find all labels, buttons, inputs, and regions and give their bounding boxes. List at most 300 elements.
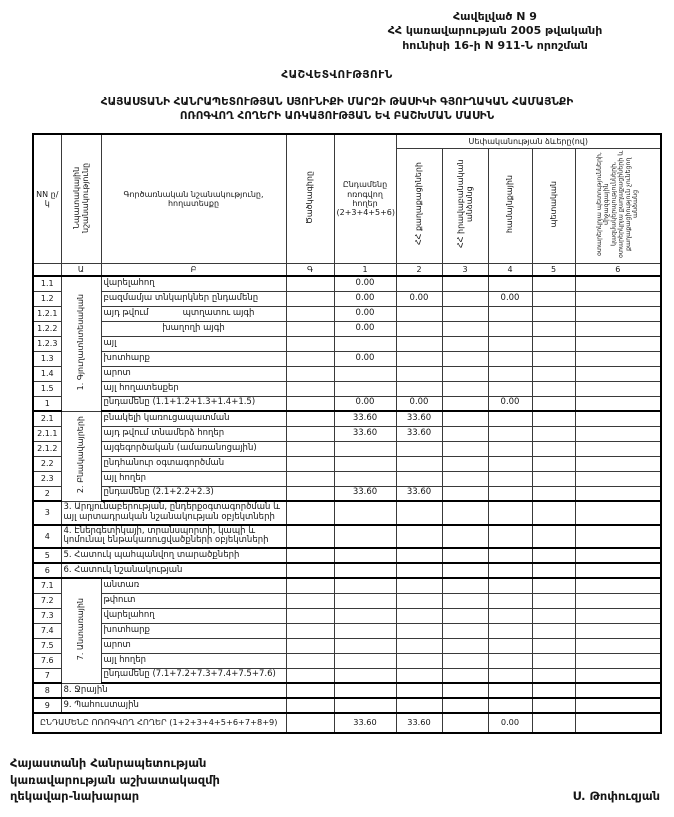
col-header-code — [286, 134, 334, 263]
value-cell — [532, 501, 575, 525]
table-row — [33, 698, 661, 713]
value-cell: 33.60 — [334, 426, 396, 441]
table-row — [33, 638, 661, 653]
value-cell: 0.00 — [334, 396, 396, 411]
value-cell — [334, 638, 396, 653]
grand-total-label: ԸՆԴԱՄԵՆԸ ՈՌՈԳՎՈՂ ՀՈՂԵՐ (1+2+3+4+5+6+7+8+9) — [33, 713, 286, 733]
value-cell — [396, 306, 442, 321]
value-cell — [532, 471, 575, 486]
column-index-cell: Բ — [101, 263, 286, 276]
value-cell — [442, 683, 488, 698]
value-cell — [575, 525, 661, 549]
value-cell — [442, 471, 488, 486]
value-cell — [575, 276, 661, 291]
row-label: 4. Էներգետիկայի, տրանսպորտի, կապի և կոմունալ ենթակառուցվածքների օբյեկտների — [61, 525, 286, 549]
value-cell — [532, 638, 575, 653]
row-number: 1.3 — [33, 351, 61, 366]
own-foreign-text: օտարերկրյա պետությունների, միջազգային կազմակերպությունների, օտարերկրյա քաղաքացիների և քաղաքացիություն չունեցող անձանց — [596, 150, 640, 258]
value-cell — [575, 578, 661, 593]
code-cell — [286, 713, 334, 733]
row-label: բազմամյա տնկարկներ ընդամենը — [101, 291, 286, 306]
footer-line-2: կառավարության աշխատակազմի — [10, 772, 220, 787]
value-cell — [334, 623, 396, 638]
value-cell — [488, 366, 532, 381]
table-row — [33, 668, 661, 683]
value-cell — [532, 381, 575, 396]
code-cell — [286, 351, 334, 366]
value-cell — [396, 578, 442, 593]
section-label-text: 2. Բնակավայրերի — [76, 415, 86, 493]
value-cell — [575, 471, 661, 486]
code-cell — [286, 396, 334, 411]
value-cell — [532, 683, 575, 698]
row-label: խաղողի այգի — [101, 321, 286, 336]
value-cell — [442, 411, 488, 426]
section-label — [61, 411, 101, 501]
table-row — [33, 441, 661, 456]
row-label: այլ հողատեսքեր — [101, 381, 286, 396]
value-cell — [442, 501, 488, 525]
value-cell — [532, 426, 575, 441]
value-cell — [532, 653, 575, 668]
column-index-cell: 4 — [488, 263, 532, 276]
row-number: 2.1.2 — [33, 441, 61, 456]
code-cell — [286, 366, 334, 381]
row-label: այդ թվում տնամերձ հողեր — [101, 426, 286, 441]
grand-total-value — [532, 713, 575, 733]
col-header-own-community — [488, 148, 532, 263]
value-cell: 0.00 — [334, 291, 396, 306]
value-cell — [396, 501, 442, 525]
value-cell — [334, 501, 396, 525]
table-row — [33, 563, 661, 578]
grand-total-value: 0.00 — [488, 713, 532, 733]
value-cell — [334, 336, 396, 351]
row-number: 7.3 — [33, 608, 61, 623]
code-cell — [286, 486, 334, 501]
footer-line-1: Հայաստանի Հանրապետության — [10, 755, 207, 770]
col-header-own-foreign — [575, 148, 661, 263]
value-cell: 0.00 — [334, 351, 396, 366]
col-header-own-state — [532, 148, 575, 263]
value-cell — [575, 698, 661, 713]
value-cell — [488, 411, 532, 426]
table-row — [33, 486, 661, 501]
report-subtitle — [0, 95, 674, 123]
row-number: 7 — [33, 668, 61, 683]
value-cell — [488, 441, 532, 456]
value-cell — [396, 623, 442, 638]
code-cell — [286, 698, 334, 713]
value-cell — [396, 608, 442, 623]
row-label — [101, 306, 286, 321]
row-number: 5 — [33, 548, 61, 563]
row-label: արոտ — [101, 638, 286, 653]
value-cell — [575, 623, 661, 638]
value-cell — [488, 276, 532, 291]
value-cell: 0.00 — [488, 291, 532, 306]
code-cell — [286, 608, 334, 623]
row-number: 8 — [33, 683, 61, 698]
value-cell — [575, 486, 661, 501]
value-cell — [532, 321, 575, 336]
value-cell — [532, 396, 575, 411]
code-cell — [286, 623, 334, 638]
value-cell — [575, 426, 661, 441]
value-cell — [442, 593, 488, 608]
value-cell — [532, 351, 575, 366]
table-row — [33, 608, 661, 623]
signature-name: Ս. Թոփուզյան — [572, 789, 660, 803]
value-cell — [532, 441, 575, 456]
row-number: 6 — [33, 563, 61, 578]
row-number: 2.2 — [33, 456, 61, 471]
value-cell — [334, 366, 396, 381]
section-label — [61, 276, 101, 411]
value-cell — [488, 698, 532, 713]
column-index-cell: 6 — [575, 263, 661, 276]
value-cell — [575, 668, 661, 683]
column-index-cell: 5 — [532, 263, 575, 276]
column-index-row — [33, 263, 661, 276]
value-cell — [442, 336, 488, 351]
value-cell — [396, 548, 442, 563]
row-label: 3. Արդյունաբերության, ընդերքօգտագործման և այլ արտադրական նշանակության օբյեկտների — [61, 501, 286, 525]
value-cell — [396, 276, 442, 291]
row-number: 2.1.1 — [33, 426, 61, 441]
value-cell — [575, 351, 661, 366]
row-number: 7.1 — [33, 578, 61, 593]
table-row — [33, 321, 661, 336]
code-cell — [286, 668, 334, 683]
value-cell: 33.60 — [396, 426, 442, 441]
column-index-cell: 1 — [334, 263, 396, 276]
value-cell — [575, 501, 661, 525]
value-cell — [575, 638, 661, 653]
value-cell — [396, 668, 442, 683]
value-cell — [442, 525, 488, 549]
row-number: 1.2.3 — [33, 336, 61, 351]
value-cell — [532, 563, 575, 578]
value-cell — [532, 411, 575, 426]
value-cell — [575, 321, 661, 336]
row-number: 1.4 — [33, 366, 61, 381]
col-header-total: Ընդամենը ոռոգվող հողեր (2+3+4+5+6) — [334, 134, 396, 263]
col-header-nn: NN ը/կ — [33, 134, 61, 263]
value-cell — [532, 486, 575, 501]
value-cell — [488, 563, 532, 578]
code-cell — [286, 306, 334, 321]
code-cell — [286, 321, 334, 336]
value-cell — [442, 563, 488, 578]
row-label: խոտհարք — [101, 351, 286, 366]
value-cell: 33.60 — [396, 486, 442, 501]
value-cell — [575, 456, 661, 471]
value-cell — [575, 381, 661, 396]
value-cell — [488, 578, 532, 593]
table-row — [33, 548, 661, 563]
section-label-text: 7. Անտառային — [76, 597, 86, 661]
row-number: 1 — [33, 396, 61, 411]
table-row — [33, 653, 661, 668]
value-cell — [396, 321, 442, 336]
value-cell — [334, 525, 396, 549]
value-cell — [488, 608, 532, 623]
value-cell — [442, 396, 488, 411]
subtitle-line-2: ՈՌՈԳՎՈՂ ՀՈՂԵՐԻ ԱՌԿԱՅՈՒԹՅԱՆ ԵՎ ԲԱՇԽՄԱՆ ՄԱՍԻՆ — [179, 110, 495, 123]
row-number: 1.2.2 — [33, 321, 61, 336]
row-number: 1.2.1 — [33, 306, 61, 321]
code-cell — [286, 593, 334, 608]
row-label: թփուտ — [101, 593, 286, 608]
value-cell — [396, 698, 442, 713]
value-cell: 0.00 — [334, 306, 396, 321]
value-cell — [532, 336, 575, 351]
code-cell — [286, 578, 334, 593]
value-cell — [442, 668, 488, 683]
row-label-part2: պտղատու այգի — [182, 307, 255, 318]
value-cell — [334, 668, 396, 683]
table-row — [33, 683, 661, 698]
row-label: ընդամենը (7.1+7.2+7.3+7.4+7.5+7.6) — [101, 668, 286, 683]
value-cell — [488, 501, 532, 525]
col-header-ownership-group: Սեփականության ձևերը(ով) — [396, 134, 661, 148]
value-cell — [488, 306, 532, 321]
value-cell — [532, 578, 575, 593]
table-row — [33, 351, 661, 366]
value-cell — [396, 456, 442, 471]
code-cell — [286, 441, 334, 456]
value-cell — [396, 381, 442, 396]
value-cell — [532, 276, 575, 291]
annex-line-3: հունիսի 16-ի N 911-Ն որոշման — [402, 38, 588, 52]
annex-line-2: ՀՀ կառավարության 2005 թվականի — [387, 24, 603, 38]
value-cell — [334, 698, 396, 713]
code-cell — [286, 563, 334, 578]
value-cell — [442, 321, 488, 336]
value-cell — [396, 351, 442, 366]
row-label-part1: այդ թվում — [103, 307, 149, 318]
table-row — [33, 501, 661, 525]
column-index-cell — [33, 263, 61, 276]
value-cell — [442, 698, 488, 713]
value-cell — [532, 668, 575, 683]
grand-total-value: 33.60 — [396, 713, 442, 733]
row-label: 8. Ջրային — [61, 683, 286, 698]
row-label: արոտ — [101, 366, 286, 381]
table-row — [33, 381, 661, 396]
row-number: 1.1 — [33, 276, 61, 291]
value-cell: 0.00 — [396, 396, 442, 411]
row-number: 4 — [33, 525, 61, 549]
value-cell — [488, 381, 532, 396]
value-cell — [532, 456, 575, 471]
value-cell — [488, 336, 532, 351]
value-cell — [396, 563, 442, 578]
value-cell — [396, 441, 442, 456]
value-cell — [575, 366, 661, 381]
table-row — [33, 306, 661, 321]
value-cell — [532, 366, 575, 381]
value-cell — [334, 653, 396, 668]
table-row — [33, 593, 661, 608]
value-cell — [442, 276, 488, 291]
value-cell — [442, 441, 488, 456]
value-cell — [334, 381, 396, 396]
table-row — [33, 578, 661, 593]
grand-total-value — [442, 713, 488, 733]
value-cell — [442, 623, 488, 638]
row-label: այգեգործական (ամառանոցային) — [101, 441, 286, 456]
value-cell — [334, 441, 396, 456]
row-label: ընդհանուր օգտագործման — [101, 456, 286, 471]
value-cell — [442, 306, 488, 321]
row-label: 5. Հատուկ պահպանվող տարածքների — [61, 548, 286, 563]
table-row — [33, 426, 661, 441]
column-index-cell: Գ — [286, 263, 334, 276]
value-cell — [488, 548, 532, 563]
row-number: 3 — [33, 501, 61, 525]
code-cell — [286, 426, 334, 441]
value-cell — [532, 623, 575, 638]
value-cell: 0.00 — [334, 321, 396, 336]
row-number: 2 — [33, 486, 61, 501]
value-cell — [488, 351, 532, 366]
row-label: ընդամենը (2.1+2.2+2.3) — [101, 486, 286, 501]
value-cell — [532, 525, 575, 549]
value-cell — [442, 291, 488, 306]
table-row — [33, 525, 661, 549]
row-number: 7.4 — [33, 623, 61, 638]
table-row — [33, 471, 661, 486]
row-label: այլ հողեր — [101, 471, 286, 486]
value-cell — [442, 426, 488, 441]
value-cell — [575, 306, 661, 321]
value-cell — [396, 471, 442, 486]
code-cell — [286, 291, 334, 306]
value-cell — [575, 593, 661, 608]
value-cell — [488, 456, 532, 471]
table-row — [33, 291, 661, 306]
row-label: այլ հողեր — [101, 653, 286, 668]
code-cell — [286, 525, 334, 549]
row-label: վարելահող — [101, 276, 286, 291]
col-header-functional: Գործառնական նշանակությունը, հողատեսքը — [101, 134, 286, 263]
value-cell — [532, 593, 575, 608]
value-cell — [488, 426, 532, 441]
code-cell — [286, 336, 334, 351]
value-cell — [442, 548, 488, 563]
row-number: 7.5 — [33, 638, 61, 653]
code-cell — [286, 381, 334, 396]
section-label — [61, 578, 101, 683]
annex-reference-block — [330, 10, 660, 53]
table-row — [33, 623, 661, 638]
value-cell — [532, 548, 575, 563]
value-cell — [334, 578, 396, 593]
row-number: 7.6 — [33, 653, 61, 668]
value-cell: 33.60 — [334, 411, 396, 426]
row-label: խոտհարք — [101, 623, 286, 638]
grand-total-row — [33, 713, 661, 733]
value-cell — [488, 593, 532, 608]
row-label: անտառ — [101, 578, 286, 593]
code-cell — [286, 501, 334, 525]
value-cell — [575, 563, 661, 578]
value-cell — [396, 336, 442, 351]
value-cell — [575, 653, 661, 668]
value-cell — [532, 306, 575, 321]
value-cell: 0.00 — [334, 276, 396, 291]
row-label: բնակելի կառուցապատման — [101, 411, 286, 426]
col-header-code-text: Ծածկագիրը — [305, 171, 315, 225]
value-cell — [575, 441, 661, 456]
table-row — [33, 456, 661, 471]
code-cell — [286, 276, 334, 291]
value-cell — [334, 456, 396, 471]
value-cell — [396, 525, 442, 549]
row-label: 6. Հատուկ նշանակության — [61, 563, 286, 578]
value-cell — [488, 471, 532, 486]
value-cell — [532, 698, 575, 713]
value-cell — [396, 683, 442, 698]
value-cell — [442, 653, 488, 668]
table-row — [33, 276, 661, 291]
footer-line-3: ղեկավար-նախարար — [10, 789, 140, 804]
col-header-purpose-text: Նպատակային նշանակությունը — [71, 162, 90, 233]
row-label: վարելահող — [101, 608, 286, 623]
value-cell: 0.00 — [396, 291, 442, 306]
code-cell — [286, 411, 334, 426]
value-cell — [488, 525, 532, 549]
value-cell — [442, 366, 488, 381]
own-citizens-text: ՀՀ քաղաքացիների — [414, 162, 424, 246]
value-cell — [334, 683, 396, 698]
value-cell — [488, 623, 532, 638]
code-cell — [286, 471, 334, 486]
value-cell — [575, 548, 661, 563]
table-row — [33, 396, 661, 411]
value-cell: 0.00 — [488, 396, 532, 411]
col-header-own-citizens — [396, 148, 442, 263]
value-cell — [532, 291, 575, 306]
row-number: 9 — [33, 698, 61, 713]
row-number: 7.2 — [33, 593, 61, 608]
value-cell — [532, 608, 575, 623]
row-number: 2.3 — [33, 471, 61, 486]
value-cell — [442, 351, 488, 366]
value-cell: 33.60 — [334, 486, 396, 501]
value-cell — [488, 638, 532, 653]
footer — [10, 755, 660, 805]
code-cell — [286, 683, 334, 698]
value-cell — [488, 486, 532, 501]
value-cell — [334, 563, 396, 578]
value-cell — [575, 291, 661, 306]
row-number: 1.5 — [33, 381, 61, 396]
table-row — [33, 366, 661, 381]
value-cell — [396, 653, 442, 668]
report-title: ՀԱՇՎԵՏՎՈՒԹՅՈՒՆ — [281, 68, 393, 81]
row-label: այլ — [101, 336, 286, 351]
code-cell — [286, 638, 334, 653]
col-header-purpose — [61, 134, 101, 263]
value-cell — [334, 471, 396, 486]
code-cell — [286, 456, 334, 471]
value-cell — [442, 608, 488, 623]
value-cell — [575, 683, 661, 698]
value-cell — [396, 593, 442, 608]
